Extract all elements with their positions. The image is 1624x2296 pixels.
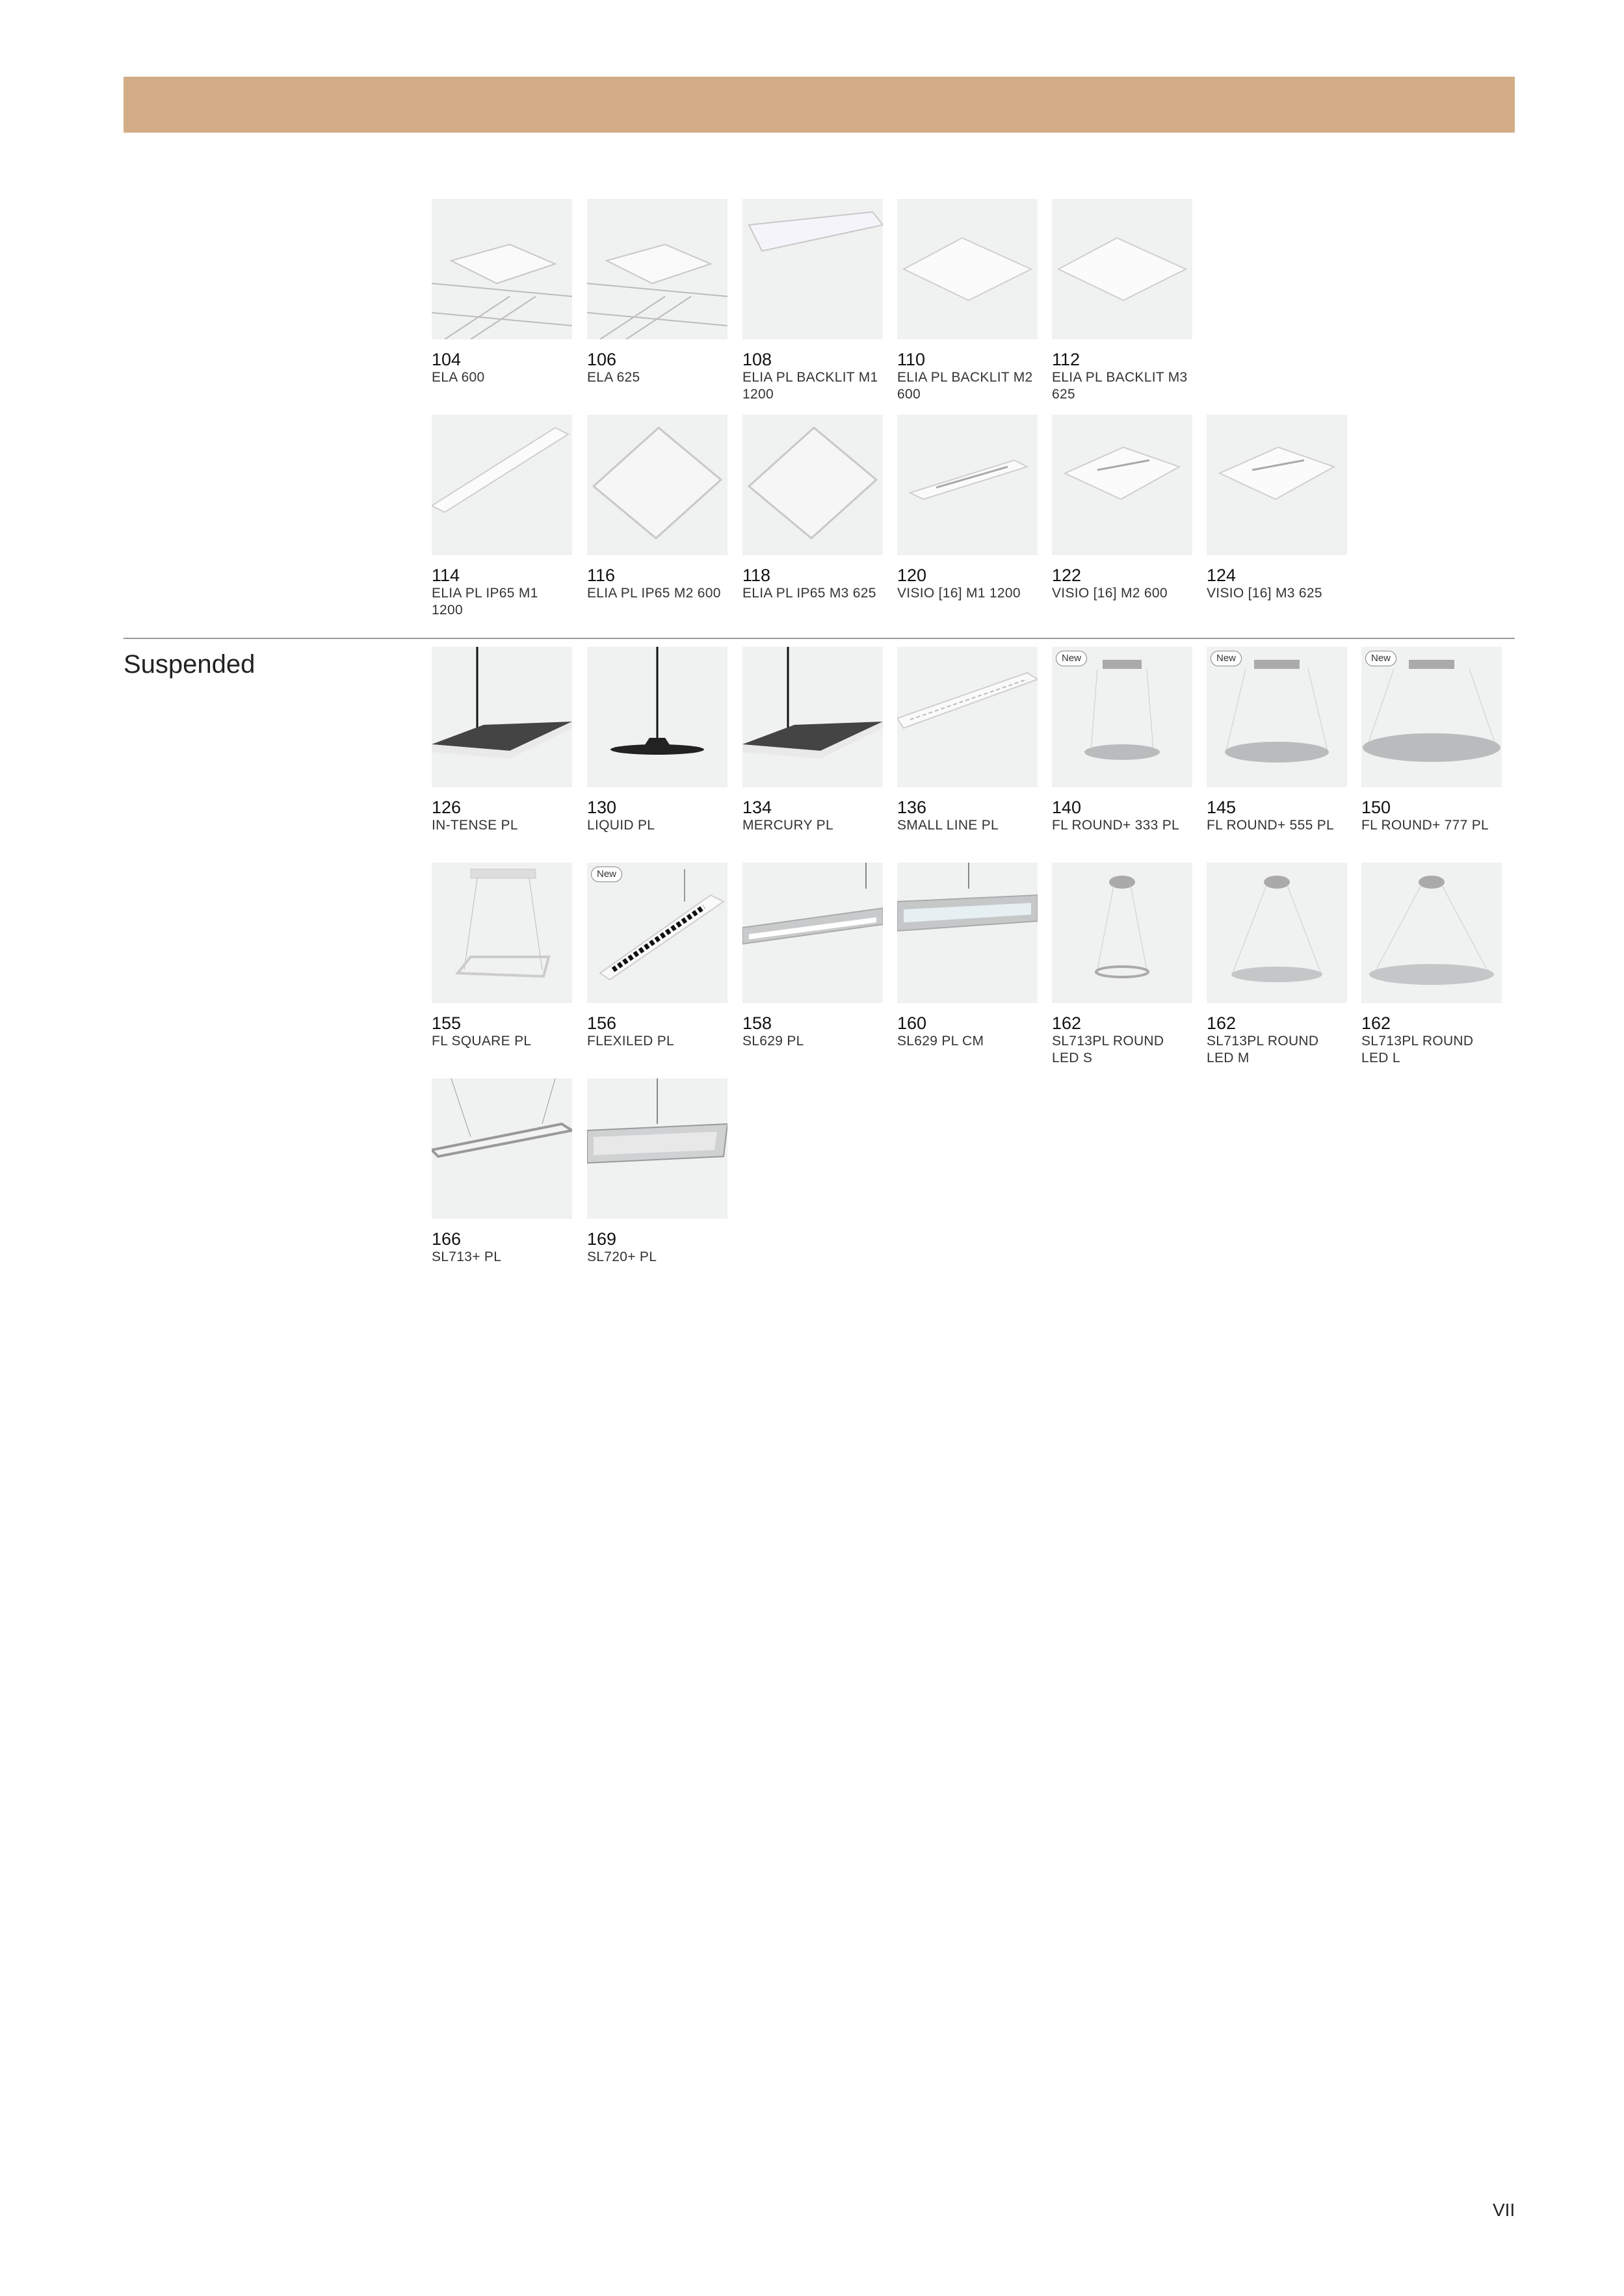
new-badge: New: [591, 867, 622, 882]
product-page-number: 110: [897, 350, 926, 369]
product-card[interactable]: [742, 415, 883, 602]
section-title-suspended: Suspended: [124, 650, 255, 679]
product-page-number: 158: [742, 1013, 772, 1033]
product-card[interactable]: [587, 1078, 727, 1266]
product-page-number: 114: [432, 566, 460, 585]
product-name: SL629 PL: [742, 1034, 804, 1049]
product-card[interactable]: [1207, 647, 1347, 834]
product-card[interactable]: [897, 415, 1038, 602]
product-name: VISIO [16] M2 600: [1052, 586, 1168, 601]
round-large-icon: [1361, 647, 1502, 787]
product-card[interactable]: [1052, 415, 1192, 602]
product-name: VISIO [16] M3 625: [1207, 586, 1322, 601]
product-page-number: 162: [1052, 1013, 1082, 1033]
product-name: VISIO [16] M1 1200: [897, 586, 1021, 601]
product-name: SL713+ PL: [432, 1249, 502, 1264]
product-page-number: 134: [742, 798, 772, 817]
dark-pendant-icon: [742, 647, 883, 787]
product-card[interactable]: [432, 863, 572, 1050]
product-name: SL713PL ROUND LED M: [1207, 1034, 1319, 1065]
product-page-number: 156: [587, 1013, 617, 1033]
linear-pendant-cm-icon: [897, 863, 1038, 1003]
page-number: VII: [1493, 2200, 1515, 2220]
product-card[interactable]: [742, 647, 883, 834]
louver-square-icon: [1207, 415, 1347, 555]
product-page-number: 155: [432, 1013, 462, 1033]
section-divider: [124, 638, 1515, 639]
product-name: SMALL LINE PL: [897, 818, 999, 833]
product-page-number: 130: [587, 798, 617, 817]
product-name: SL713PL ROUND LED S: [1052, 1034, 1164, 1065]
product-card[interactable]: [1052, 863, 1192, 1067]
product-name: FL ROUND+ 333 PL: [1052, 818, 1180, 833]
grid-panel-icon: [587, 199, 727, 339]
square-panel-icon: [897, 199, 1038, 339]
frame-pendant-icon: [432, 1078, 572, 1219]
product-name: SL720+ PL: [587, 1249, 657, 1264]
product-card[interactable]: [432, 199, 572, 386]
product-name: ELIA PL IP65 M3 625: [742, 586, 876, 601]
product-page-number: 126: [432, 798, 462, 817]
product-card[interactable]: [1052, 647, 1192, 834]
product-page-number: 116: [587, 566, 616, 585]
product-card[interactable]: [432, 1078, 572, 1266]
louver-linear-icon: [897, 415, 1038, 555]
product-card[interactable]: [897, 863, 1038, 1050]
product-name: ELA 625: [587, 370, 640, 385]
product-page-number: 162: [1207, 1013, 1237, 1033]
product-name: FL SQUARE PL: [432, 1034, 532, 1049]
product-page-number: 145: [1207, 798, 1237, 817]
disc-pendant-icon: [587, 647, 727, 787]
product-name: IN-TENSE PL: [432, 818, 518, 833]
header-band: [124, 77, 1515, 133]
thin-long-panel-icon: [432, 415, 572, 555]
product-card[interactable]: [1361, 647, 1502, 834]
new-badge: New: [1211, 651, 1242, 666]
ring-medium-icon: [1207, 863, 1347, 1003]
product-page-number: 124: [1207, 566, 1237, 585]
box-pendant-icon: [587, 1078, 727, 1219]
product-card[interactable]: [1207, 415, 1347, 602]
product-card[interactable]: [742, 863, 883, 1050]
product-name: FL ROUND+ 777 PL: [1361, 818, 1489, 833]
product-name: ELIA PL IP65 M1 1200: [432, 586, 538, 618]
small-line-icon: [897, 647, 1038, 787]
product-page-number: 106: [587, 350, 617, 369]
ring-large-icon: [1361, 863, 1502, 1003]
product-card[interactable]: [587, 199, 727, 386]
product-page-number: 166: [432, 1229, 462, 1249]
long-panel-icon: [742, 199, 883, 339]
new-badge: New: [1365, 651, 1396, 666]
product-page-number: 104: [432, 350, 462, 369]
product-name: FLEXILED PL: [587, 1034, 675, 1049]
product-name: SL713PL ROUND LED L: [1361, 1034, 1474, 1065]
product-card[interactable]: [742, 199, 883, 403]
linear-pendant-icon: [742, 863, 883, 1003]
grid-panel-icon: [432, 199, 572, 339]
product-name: FL ROUND+ 555 PL: [1207, 818, 1335, 833]
product-page-number: 120: [897, 566, 927, 585]
round-small-icon: [1052, 647, 1192, 787]
product-page-number: 150: [1361, 798, 1391, 817]
square-panel-icon: [1052, 199, 1192, 339]
ring-small-icon: [1052, 863, 1192, 1003]
product-card[interactable]: [1052, 199, 1192, 403]
product-page-number: 108: [742, 350, 772, 369]
product-card[interactable]: [587, 863, 727, 1050]
product-page-number: 160: [897, 1013, 927, 1033]
product-card[interactable]: [432, 415, 572, 619]
product-name: LIQUID PL: [587, 818, 655, 833]
product-page-number: 169: [587, 1229, 617, 1249]
product-page-number: 112: [1052, 350, 1080, 369]
framed-square-icon: [587, 415, 727, 555]
product-name: ELA 600: [432, 370, 485, 385]
product-card[interactable]: [897, 647, 1038, 834]
product-page-number: 122: [1052, 566, 1082, 585]
dark-pendant-icon: [432, 647, 572, 787]
square-pendant-icon: [432, 863, 572, 1003]
framed-square-icon: [742, 415, 883, 555]
product-name: ELIA PL BACKLIT M1 1200: [742, 370, 878, 402]
product-name: ELIA PL BACKLIT M3 625: [1052, 370, 1188, 402]
product-name: ELIA PL IP65 M2 600: [587, 586, 721, 601]
product-card[interactable]: [587, 415, 727, 602]
product-name: ELIA PL BACKLIT M2 600: [897, 370, 1033, 402]
flexiled-icon: [587, 863, 727, 1003]
round-medium-icon: [1207, 647, 1347, 787]
product-card[interactable]: [897, 199, 1038, 403]
product-card[interactable]: [1361, 863, 1502, 1067]
product-card[interactable]: [432, 647, 572, 834]
new-badge: New: [1056, 651, 1087, 666]
product-page-number: 118: [742, 566, 771, 585]
product-page-number: 140: [1052, 798, 1082, 817]
louver-square-icon: [1052, 415, 1192, 555]
product-page-number: 136: [897, 798, 927, 817]
product-card[interactable]: [1207, 863, 1347, 1067]
product-card[interactable]: [587, 647, 727, 834]
product-name: MERCURY PL: [742, 818, 833, 833]
product-name: SL629 PL CM: [897, 1034, 984, 1049]
product-page-number: 162: [1361, 1013, 1391, 1033]
